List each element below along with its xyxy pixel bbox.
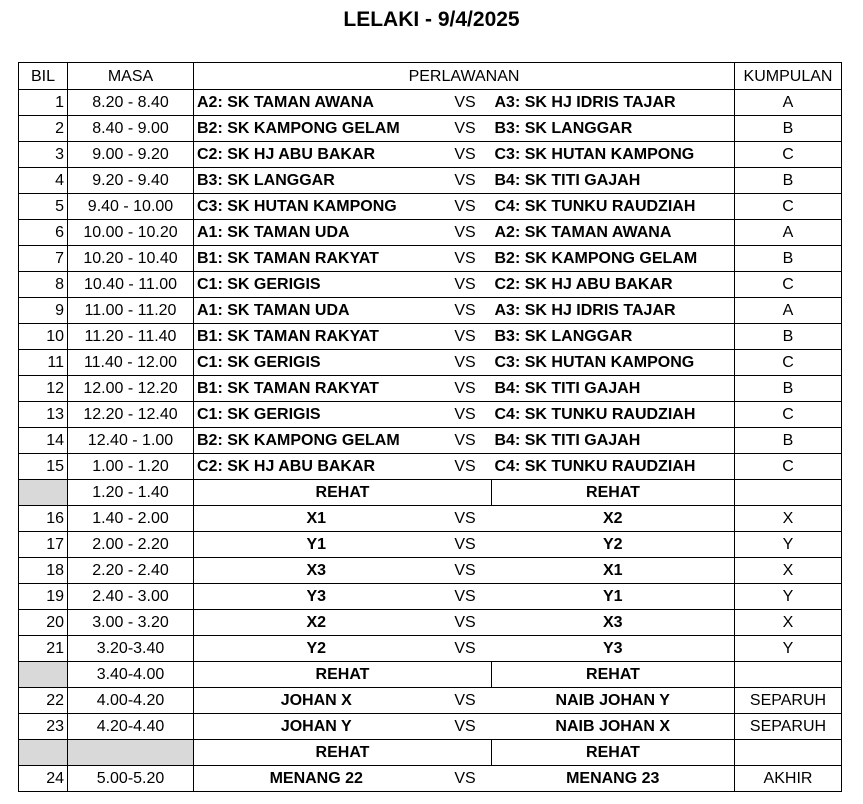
- masa-cell: 9.40 - 10.00: [68, 194, 194, 220]
- match-row: [19, 688, 842, 714]
- kumpulan-cell: C: [735, 454, 842, 480]
- kumpulan-cell: C: [735, 194, 842, 220]
- team-a-cell: C2: SK HJ ABU BAKAR: [194, 142, 439, 168]
- bil-cell: 12: [19, 376, 68, 402]
- team-b-cell: X1: [492, 558, 735, 584]
- vs-cell: VS: [439, 90, 492, 116]
- kumpulan-cell: Y: [735, 636, 842, 662]
- match-row: [19, 194, 842, 220]
- break-row: [19, 480, 842, 506]
- masa-cell: 3.00 - 3.20: [68, 610, 194, 636]
- vs-cell: VS: [439, 246, 492, 272]
- team-a-cell: X1: [194, 506, 439, 532]
- team-a-cell: Y2: [194, 636, 439, 662]
- kumpulan-cell: [735, 480, 842, 506]
- match-row: [19, 350, 842, 376]
- team-a-cell: Y3: [194, 584, 439, 610]
- team-b-cell: C3: SK HUTAN KAMPONG: [492, 142, 735, 168]
- kumpulan-cell: AKHIR: [735, 766, 842, 792]
- bil-cell: [19, 480, 68, 506]
- vs-cell: VS: [439, 688, 492, 714]
- masa-cell: 11.00 - 11.20: [68, 298, 194, 324]
- vs-cell: VS: [439, 610, 492, 636]
- vs-cell: VS: [439, 168, 492, 194]
- masa-cell: 8.20 - 8.40: [68, 90, 194, 116]
- team-a-cell: JOHAN Y: [194, 714, 439, 740]
- team-a-cell: Y1: [194, 532, 439, 558]
- kumpulan-cell: [735, 662, 842, 688]
- vs-cell: VS: [439, 376, 492, 402]
- bil-cell: 13: [19, 402, 68, 428]
- team-b-cell: X3: [492, 610, 735, 636]
- bil-cell: 17: [19, 532, 68, 558]
- bil-cell: 22: [19, 688, 68, 714]
- rehat-label: REHAT: [492, 662, 735, 688]
- kumpulan-cell: X: [735, 610, 842, 636]
- team-b-cell: X2: [492, 506, 735, 532]
- team-b-cell: B4: SK TITI GAJAH: [492, 376, 735, 402]
- team-b-cell: C4: SK TUNKU RAUDZIAH: [492, 194, 735, 220]
- bil-cell: 6: [19, 220, 68, 246]
- kumpulan-cell: SEPARUH: [735, 688, 842, 714]
- vs-cell: VS: [439, 584, 492, 610]
- bil-cell: 1: [19, 90, 68, 116]
- team-b-cell: C4: SK TUNKU RAUDZIAH: [492, 454, 735, 480]
- bil-cell: 2: [19, 116, 68, 142]
- vs-cell: VS: [439, 714, 492, 740]
- team-a-cell: C1: SK GERIGIS: [194, 350, 439, 376]
- team-b-cell: B3: SK LANGGAR: [492, 324, 735, 350]
- vs-cell: VS: [439, 766, 492, 792]
- bil-cell: 16: [19, 506, 68, 532]
- vs-cell: VS: [439, 194, 492, 220]
- kumpulan-cell: A: [735, 220, 842, 246]
- masa-cell: 4.00-4.20: [68, 688, 194, 714]
- bil-cell: 20: [19, 610, 68, 636]
- bil-cell: 14: [19, 428, 68, 454]
- masa-cell: 1.20 - 1.40: [68, 480, 194, 506]
- vs-cell: VS: [439, 298, 492, 324]
- kumpulan-cell: B: [735, 376, 842, 402]
- rehat-label: REHAT: [194, 740, 492, 766]
- masa-cell: 3.40-4.00: [68, 662, 194, 688]
- match-row: [19, 428, 842, 454]
- team-a-cell: B2: SK KAMPONG GELAM: [194, 116, 439, 142]
- vs-cell: VS: [439, 116, 492, 142]
- match-row: [19, 324, 842, 350]
- match-row: [19, 168, 842, 194]
- team-a-cell: B1: SK TAMAN RAKYAT: [194, 246, 439, 272]
- vs-cell: VS: [439, 558, 492, 584]
- team-a-cell: JOHAN X: [194, 688, 439, 714]
- bil-cell: 9: [19, 298, 68, 324]
- team-a-cell: C2: SK HJ ABU BAKAR: [194, 454, 439, 480]
- masa-cell: 11.40 - 12.00: [68, 350, 194, 376]
- rehat-label: REHAT: [492, 740, 735, 766]
- match-row: [19, 636, 842, 662]
- masa-cell: 10.40 - 11.00: [68, 272, 194, 298]
- vs-cell: VS: [439, 324, 492, 350]
- match-row: [19, 402, 842, 428]
- bil-cell: 7: [19, 246, 68, 272]
- kumpulan-cell: Y: [735, 584, 842, 610]
- team-a-cell: B2: SK KAMPONG GELAM: [194, 428, 439, 454]
- bil-cell: 24: [19, 766, 68, 792]
- match-row: [19, 246, 842, 272]
- masa-cell: 4.20-4.40: [68, 714, 194, 740]
- team-b-cell: A3: SK HJ IDRIS TAJAR: [492, 298, 735, 324]
- match-row: [19, 610, 842, 636]
- match-row: [19, 714, 842, 740]
- bil-cell: 18: [19, 558, 68, 584]
- match-row: [19, 90, 842, 116]
- kumpulan-cell: C: [735, 350, 842, 376]
- team-b-cell: C4: SK TUNKU RAUDZIAH: [492, 402, 735, 428]
- vs-cell: VS: [439, 350, 492, 376]
- team-a-cell: B1: SK TAMAN RAKYAT: [194, 376, 439, 402]
- header-row: [19, 63, 842, 90]
- vs-cell: VS: [439, 142, 492, 168]
- match-row: [19, 766, 842, 792]
- masa-cell: 10.00 - 10.20: [68, 220, 194, 246]
- kumpulan-cell: A: [735, 90, 842, 116]
- vs-cell: VS: [439, 220, 492, 246]
- team-b-cell: Y1: [492, 584, 735, 610]
- masa-cell: 12.00 - 12.20: [68, 376, 194, 402]
- match-row: [19, 298, 842, 324]
- break-row: [19, 662, 842, 688]
- bil-cell: 19: [19, 584, 68, 610]
- vs-cell: VS: [439, 402, 492, 428]
- vs-cell: VS: [439, 428, 492, 454]
- team-b-cell: B3: SK LANGGAR: [492, 116, 735, 142]
- kumpulan-cell: C: [735, 142, 842, 168]
- header-masa: MASA: [68, 63, 194, 90]
- bil-cell: 10: [19, 324, 68, 350]
- team-a-cell: X2: [194, 610, 439, 636]
- team-b-cell: B4: SK TITI GAJAH: [492, 428, 735, 454]
- masa-cell: 3.20-3.40: [68, 636, 194, 662]
- kumpulan-cell: C: [735, 272, 842, 298]
- masa-cell: 11.20 - 11.40: [68, 324, 194, 350]
- masa-cell: [68, 740, 194, 766]
- team-b-cell: NAIB JOHAN Y: [492, 688, 735, 714]
- team-a-cell: B1: SK TAMAN RAKYAT: [194, 324, 439, 350]
- team-a-cell: A2: SK TAMAN AWANA: [194, 90, 439, 116]
- bil-cell: 15: [19, 454, 68, 480]
- schedule-table: [18, 62, 842, 792]
- page-title: LELAKI - 9/4/2025: [343, 8, 520, 31]
- vs-cell: VS: [439, 454, 492, 480]
- bil-cell: 21: [19, 636, 68, 662]
- rehat-label: REHAT: [194, 480, 492, 506]
- masa-cell: 1.00 - 1.20: [68, 454, 194, 480]
- team-a-cell: MENANG 22: [194, 766, 439, 792]
- match-row: [19, 142, 842, 168]
- team-b-cell: A3: SK HJ IDRIS TAJAR: [492, 90, 735, 116]
- team-b-cell: Y3: [492, 636, 735, 662]
- masa-cell: 5.00-5.20: [68, 766, 194, 792]
- kumpulan-cell: SEPARUH: [735, 714, 842, 740]
- kumpulan-cell: Y: [735, 532, 842, 558]
- team-b-cell: B4: SK TITI GAJAH: [492, 168, 735, 194]
- match-row: [19, 376, 842, 402]
- masa-cell: 10.20 - 10.40: [68, 246, 194, 272]
- masa-cell: 9.00 - 9.20: [68, 142, 194, 168]
- team-a-cell: C3: SK HUTAN KAMPONG: [194, 194, 439, 220]
- team-b-cell: C3: SK HUTAN KAMPONG: [492, 350, 735, 376]
- match-row: [19, 116, 842, 142]
- team-b-cell: A2: SK TAMAN AWANA: [492, 220, 735, 246]
- match-row: [19, 558, 842, 584]
- bil-cell: 23: [19, 714, 68, 740]
- masa-cell: 2.20 - 2.40: [68, 558, 194, 584]
- break-row: [19, 740, 842, 766]
- header-perlawanan: PERLAWANAN: [194, 63, 735, 90]
- bil-cell: 11: [19, 350, 68, 376]
- team-b-cell: B2: SK KAMPONG GELAM: [492, 246, 735, 272]
- match-row: [19, 220, 842, 246]
- team-b-cell: MENANG 23: [492, 766, 735, 792]
- kumpulan-cell: X: [735, 506, 842, 532]
- rehat-label: REHAT: [492, 480, 735, 506]
- team-a-cell: C1: SK GERIGIS: [194, 272, 439, 298]
- match-row: [19, 532, 842, 558]
- kumpulan-cell: C: [735, 402, 842, 428]
- match-row: [19, 272, 842, 298]
- match-row: [19, 506, 842, 532]
- vs-cell: VS: [439, 272, 492, 298]
- team-a-cell: B3: SK LANGGAR: [194, 168, 439, 194]
- match-row: [19, 454, 842, 480]
- kumpulan-cell: X: [735, 558, 842, 584]
- kumpulan-cell: B: [735, 246, 842, 272]
- bil-cell: 3: [19, 142, 68, 168]
- team-a-cell: A1: SK TAMAN UDA: [194, 220, 439, 246]
- team-b-cell: C2: SK HJ ABU BAKAR: [492, 272, 735, 298]
- masa-cell: 12.20 - 12.40: [68, 402, 194, 428]
- team-a-cell: C1: SK GERIGIS: [194, 402, 439, 428]
- header-bil: BIL: [19, 63, 68, 90]
- vs-cell: VS: [439, 636, 492, 662]
- team-a-cell: X3: [194, 558, 439, 584]
- team-b-cell: Y2: [492, 532, 735, 558]
- header-kumpulan: KUMPULAN: [735, 63, 842, 90]
- masa-cell: 2.40 - 3.00: [68, 584, 194, 610]
- team-b-cell: NAIB JOHAN X: [492, 714, 735, 740]
- masa-cell: 1.40 - 2.00: [68, 506, 194, 532]
- kumpulan-cell: [735, 740, 842, 766]
- bil-cell: 8: [19, 272, 68, 298]
- masa-cell: 2.00 - 2.20: [68, 532, 194, 558]
- kumpulan-cell: B: [735, 428, 842, 454]
- vs-cell: VS: [439, 506, 492, 532]
- bil-cell: 4: [19, 168, 68, 194]
- masa-cell: 8.40 - 9.00: [68, 116, 194, 142]
- team-a-cell: A1: SK TAMAN UDA: [194, 298, 439, 324]
- rehat-label: REHAT: [194, 662, 492, 688]
- kumpulan-cell: B: [735, 324, 842, 350]
- bil-cell: 5: [19, 194, 68, 220]
- masa-cell: 12.40 - 1.00: [68, 428, 194, 454]
- kumpulan-cell: B: [735, 116, 842, 142]
- masa-cell: 9.20 - 9.40: [68, 168, 194, 194]
- kumpulan-cell: B: [735, 168, 842, 194]
- vs-cell: VS: [439, 532, 492, 558]
- kumpulan-cell: A: [735, 298, 842, 324]
- bil-cell: [19, 740, 68, 766]
- match-row: [19, 584, 842, 610]
- bil-cell: [19, 662, 68, 688]
